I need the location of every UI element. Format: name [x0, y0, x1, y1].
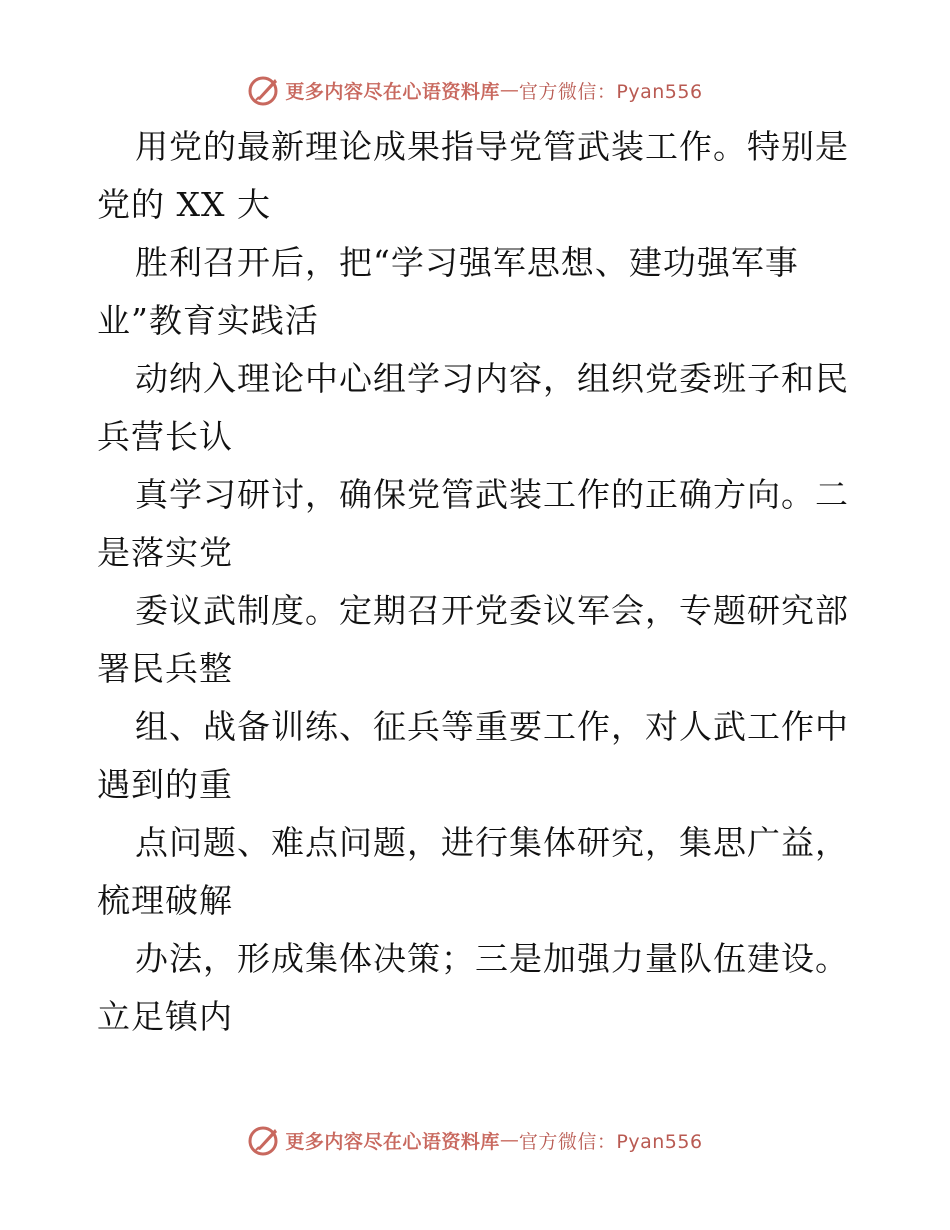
- body-line: 胜利召开后，把“学习强军思想、建功强军事: [135, 243, 799, 282]
- quill-pen-logo-icon: [247, 1123, 281, 1157]
- banner-main-text: 更多内容尽在心语资料库: [285, 80, 500, 103]
- body-line: 兵营长认: [97, 417, 233, 456]
- banner-contact-text: 官方微信：Pyan556: [518, 1130, 703, 1153]
- body-line: 立足镇内: [97, 997, 233, 1036]
- banner-separator: —: [499, 79, 519, 101]
- body-line: 点问题、难点问题，进行集体研究，集思广益，: [135, 823, 849, 862]
- header-banner: [0, 70, 950, 110]
- body-line: 遇到的重: [97, 765, 233, 804]
- body-line: 党的 XX 大: [97, 185, 271, 224]
- body-line: 办法，形成集体决策；三是加强力量队伍建设。: [135, 939, 849, 978]
- banner-separator: —: [499, 1129, 519, 1151]
- banner-contact-text: 官方微信：Pyan556: [518, 80, 703, 103]
- document-body: [97, 118, 857, 1046]
- body-line: 组、战备训练、征兵等重要工作，对人武工作中: [135, 707, 849, 746]
- body-line: 动纳入理论中心组学习内容，组织党委班子和民: [135, 359, 849, 398]
- body-line: 委议武制度。定期召开党委议军会，专题研究部: [135, 591, 849, 630]
- footer-banner: [0, 1120, 950, 1160]
- body-line: 用党的最新理论成果指导党管武装工作。特别是: [135, 127, 849, 166]
- body-line: 梳理破解: [97, 881, 233, 920]
- banner-main-text: 更多内容尽在心语资料库: [285, 1130, 500, 1153]
- quill-pen-logo-icon: [247, 73, 281, 107]
- body-line: 是落实党: [97, 533, 233, 572]
- body-line: 署民兵整: [97, 649, 233, 688]
- body-line: 真学习研讨，确保党管武装工作的正确方向。二: [135, 475, 849, 514]
- body-line: 业”教育实践活: [97, 301, 319, 340]
